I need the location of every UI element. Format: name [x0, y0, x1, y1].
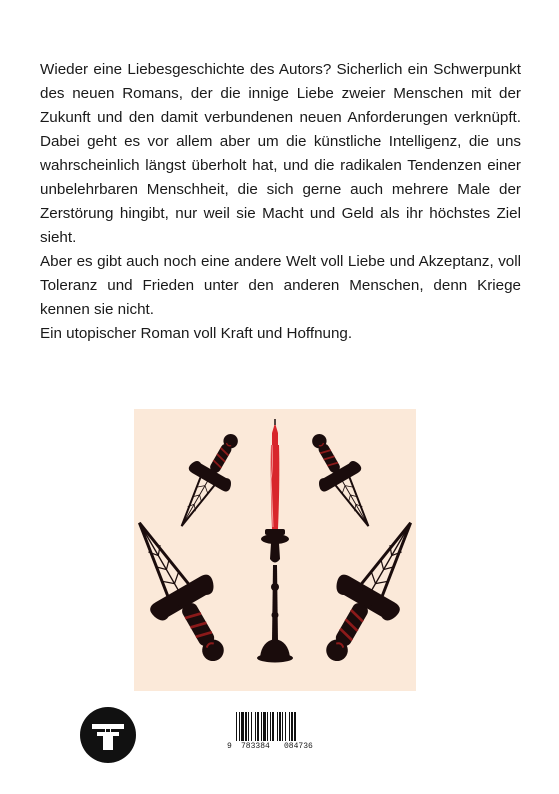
- blurb-paragraph: Ein utopischer Roman voll Kraft und Hoffnung.: [40, 325, 353, 342]
- barcode-bar: [251, 712, 252, 742]
- dagger-icon: [296, 423, 389, 537]
- dagger-icon: [134, 505, 248, 677]
- barcode-bar: [291, 712, 293, 742]
- barcode-bar: [263, 712, 266, 742]
- back-cover-blurb: [40, 58, 521, 346]
- barcode-bar: [270, 712, 271, 742]
- dagger-icon: [162, 423, 255, 537]
- isbn-barcode: [226, 712, 328, 754]
- candle-icon: [257, 419, 293, 663]
- barcode-digits: [226, 741, 328, 753]
- barcode-bar: [289, 712, 290, 742]
- barcode-digits-right: 084736: [284, 742, 313, 751]
- blurb-paragraph: Wieder eine Liebesgeschichte des Autors? Sicherlich ein Schwerpunkt des neuen Romans, der die innige Liebe zweier Menschen mit der Zukunft und den damit verbundenen neuen Anforderungen verknüpft. Dabei geht es vor allem aber um die künstliche Intelligenz, die uns wahrscheinlich längst überholt hat, und die radikalen Tendenzen einer unbelehrbaren Menschheit, die sich gerne auch mehrere Male der Zerstörung hingibt, nur weil sie Macht und Geld als ihr höchstes Ziel sieht.: [40, 61, 521, 246]
- barcode-bar: [257, 712, 259, 742]
- cover-illustration: [134, 409, 416, 691]
- barcode-bar: [267, 712, 268, 742]
- barcode-bar: [282, 712, 283, 742]
- publisher-logo: [80, 707, 136, 763]
- barcode-bar: [272, 712, 274, 742]
- daggers-and-candle-illustration: [134, 409, 416, 691]
- barcode-bar: [277, 712, 278, 742]
- barcode-bar: [279, 712, 281, 742]
- barcode-bar: [245, 712, 247, 742]
- barcode-bar: [241, 712, 244, 742]
- barcode-bar: [261, 712, 262, 742]
- blurb-paragraph: Aber es gibt auch noch eine andere Welt voll Liebe und Akzeptanz, voll Toleranz und Frieden unter den anderen Menschen, denn Kriege kennen sie nicht.: [40, 253, 521, 318]
- barcode-bar: [285, 712, 286, 742]
- barcode-bar: [294, 712, 296, 742]
- barcode-bar: [236, 712, 237, 742]
- barcode-bar: [239, 712, 240, 742]
- barcode-digits-left: 783384: [241, 742, 270, 751]
- publisher-logo-icon: [80, 707, 136, 763]
- barcode-bar: [255, 712, 256, 742]
- dagger-icon: [302, 505, 416, 677]
- barcode-bar: [248, 712, 249, 742]
- barcode-digit-first: 9: [227, 742, 232, 751]
